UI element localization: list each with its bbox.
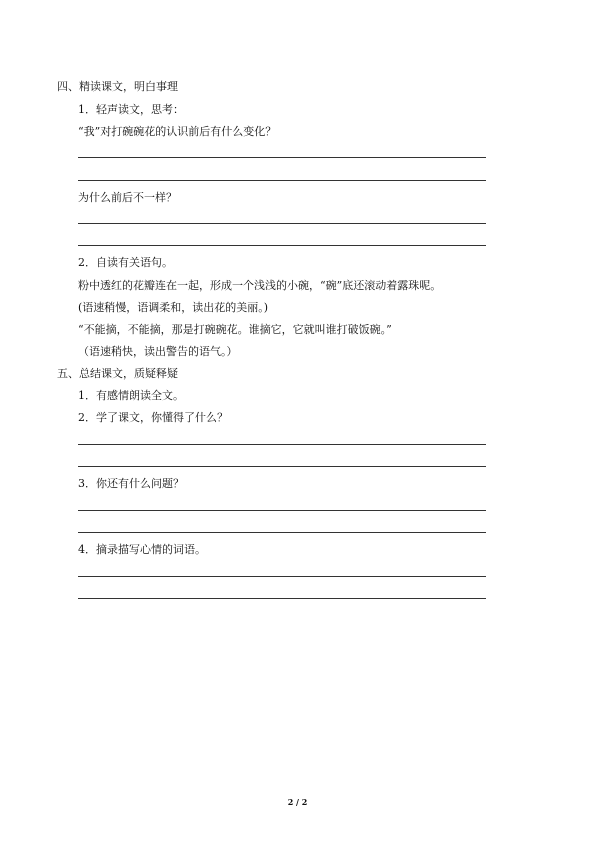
s5-question-4: 4．摘录描写心情的词语。 xyxy=(78,543,206,556)
s4-passage-2-note: （语速稍快，读出警告的语气。） xyxy=(78,345,238,358)
s4-passage-2: “不能摘，不能摘，那是打碗碗花。谁摘它，它就叫谁打破饭碗。” xyxy=(78,323,392,336)
s4-question-2-label: 2．自读有关语句。 xyxy=(78,256,173,269)
answer-line xyxy=(78,157,486,158)
answer-line xyxy=(78,576,486,577)
s5-question-3: 3．你还有什么问题？ xyxy=(78,477,184,490)
s4-question-1a: “我”对打碗碗花的认识前后有什么变化？ xyxy=(78,125,277,138)
s4-question-1-label: 1．轻声读文，思考： xyxy=(78,103,184,116)
page-number: 2 / 2 xyxy=(287,797,308,807)
s5-question-1: 1．有感情朗读全文。 xyxy=(78,389,184,402)
answer-line xyxy=(78,180,486,181)
s4-passage-1: 粉中透红的花瓣连在一起，形成一个浅浅的小碗，“碗”底还滚动着露珠呢。 xyxy=(78,279,442,292)
answer-line xyxy=(78,444,486,445)
answer-line xyxy=(78,245,486,246)
answer-line xyxy=(78,510,486,511)
section-4-heading: 四、精读课文，明白事理 xyxy=(57,80,178,93)
answer-line xyxy=(78,223,486,224)
s4-question-1b: 为什么前后不一样？ xyxy=(78,191,177,204)
answer-line xyxy=(78,466,486,467)
answer-line xyxy=(78,598,486,599)
answer-line xyxy=(78,532,486,533)
s4-passage-1-note: (语速稍慢，语调柔和，读出花的美丽。) xyxy=(78,301,269,314)
section-5-heading: 五、总结课文，质疑释疑 xyxy=(57,367,178,380)
s5-question-2: 2．学了课文，你懂得了什么？ xyxy=(78,411,228,424)
